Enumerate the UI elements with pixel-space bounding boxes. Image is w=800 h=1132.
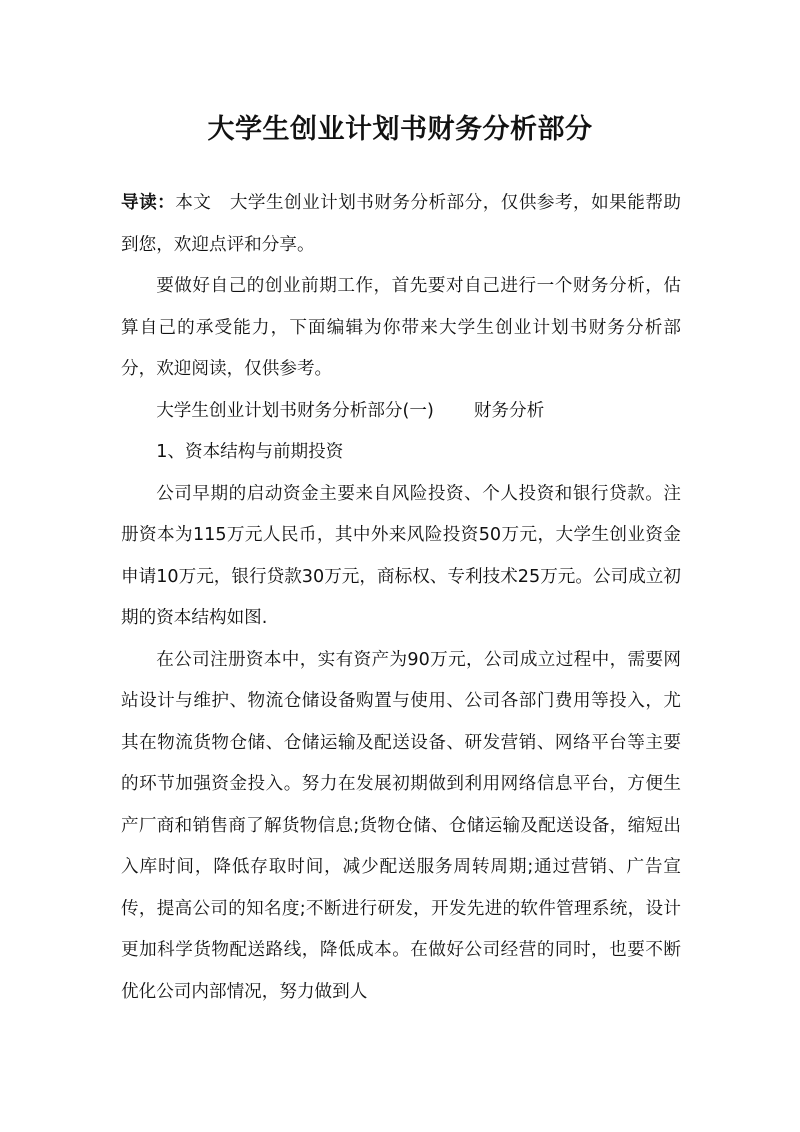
lead-paragraph xyxy=(121,183,681,266)
document-body xyxy=(121,183,681,1013)
section-heading-left: 大学生创业计划书财务分析部分(一) xyxy=(156,400,434,421)
document-title: 大学生创业计划书财务分析部分 xyxy=(207,114,593,145)
capital-paragraph: 公司早期的启动资金主要来自风险投资、个人投资和银行贷款。注册资本为115万元人民币，其中外来风险投资50万元，大学生创业资金申请10万元，银行贷款30万元，商标权、专利技术25万元。公司成立初期的资本结构如图. xyxy=(121,483,681,628)
lead-prefix: 本文 xyxy=(175,193,212,213)
subheading: 1、资本结构与前期投资 xyxy=(156,442,344,462)
section-heading xyxy=(121,391,681,433)
intro-paragraph: 要做好自己的创业前期工作，首先要对自己进行一个财务分析，估算自己的承受能力，下面编辑为你带来大学生创业计划书财务分析部分，欢迎阅读，仅供参考。 xyxy=(121,276,681,379)
section-heading-right: 财务分析 xyxy=(473,400,545,421)
investment-paragraph: 在公司注册资本中，实有资产为90万元，公司成立过程中，需要网站设计与维护、物流仓储设备购置与使用、公司各部门费用等投入，尤其在物流货物仓储、仓储运输及配送设备、研发营销、网络平台等主要的环节加强资金投入。努力在发展初期做到利用网络信息平台，方便生产厂商和销售商了解货物信息;货物仓储、仓储运输及配送设备，缩短出入库时间，降低存取时间，减少配送服务周转周期;通过营销、广告宣传，提高公司的知名度;不断进行研发，开发先进的软件管理系统，设计更加科学货物配送路线，降低成本。在做好公司经营的同时，也要不断优化公司内部情况，努力做到人 xyxy=(121,649,681,1002)
lead-text: 大学生创业计划书财务分析部分，仅供参考，如果能帮助到您，欢迎点评和分享。 xyxy=(121,193,681,255)
lead-label: 导读： xyxy=(121,193,176,213)
